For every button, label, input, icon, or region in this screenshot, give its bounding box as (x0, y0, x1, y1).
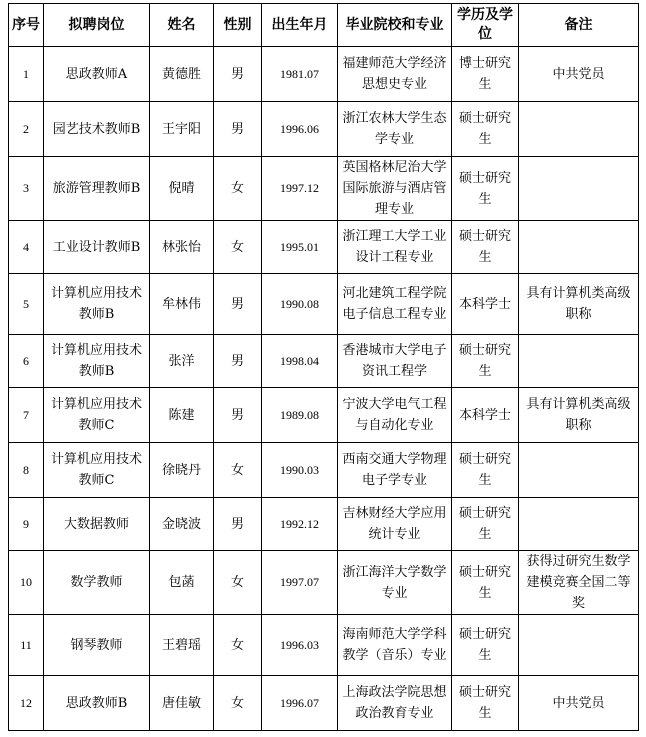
cell-school: 浙江海洋大学数学专业 (338, 551, 452, 615)
table-body (9, 47, 639, 731)
cell-birth: 1997.12 (262, 157, 338, 221)
cell-school: 英国格林尼治大学国际旅游与酒店管理专业 (338, 157, 452, 221)
cell-school: 吉林财经大学应用统计专业 (338, 498, 452, 551)
cell-degree: 硕士研究生 (452, 221, 519, 274)
table-row (9, 47, 639, 102)
cell-gender: 女 (214, 157, 262, 221)
cell-school: 河北建筑工程学院电子信息工程专业 (338, 274, 452, 335)
cell-note: 获得过研究生数学建模竞赛全国二等奖 (519, 551, 639, 615)
cell-index: 2 (9, 102, 44, 157)
cell-name: 张洋 (150, 335, 214, 388)
table-row (9, 615, 639, 676)
cell-gender: 女 (214, 676, 262, 731)
cell-degree: 本科学士 (452, 388, 519, 443)
cell-position: 计算机应用技术教师C (44, 443, 150, 498)
table-row (9, 676, 639, 731)
table-row (9, 274, 639, 335)
cell-index: 7 (9, 388, 44, 443)
cell-note (519, 615, 639, 676)
cell-name: 陈建 (150, 388, 214, 443)
cell-birth: 1981.07 (262, 47, 338, 102)
header-degree: 学历及学位 (452, 4, 519, 47)
cell-position: 旅游管理教师B (44, 157, 150, 221)
cell-birth: 1990.08 (262, 274, 338, 335)
cell-position: 园艺技术教师B (44, 102, 150, 157)
cell-name: 牟林伟 (150, 274, 214, 335)
cell-birth: 1996.06 (262, 102, 338, 157)
cell-school: 浙江农林大学生态学专业 (338, 102, 452, 157)
cell-gender: 女 (214, 551, 262, 615)
cell-position: 钢琴教师 (44, 615, 150, 676)
cell-gender: 女 (214, 443, 262, 498)
cell-position: 计算机应用技术教师B (44, 335, 150, 388)
cell-note (519, 498, 639, 551)
cell-degree: 硕士研究生 (452, 676, 519, 731)
cell-note: 中共党员 (519, 47, 639, 102)
cell-index: 9 (9, 498, 44, 551)
cell-index: 11 (9, 615, 44, 676)
cell-gender: 男 (214, 388, 262, 443)
cell-index: 5 (9, 274, 44, 335)
cell-name: 倪晴 (150, 157, 214, 221)
cell-index: 10 (9, 551, 44, 615)
cell-name: 包菡 (150, 551, 214, 615)
cell-degree: 硕士研究生 (452, 443, 519, 498)
cell-note (519, 157, 639, 221)
cell-name: 金晓波 (150, 498, 214, 551)
cell-school: 宁波大学电气工程与自动化专业 (338, 388, 452, 443)
cell-degree: 硕士研究生 (452, 102, 519, 157)
cell-school: 香港城市大学电子资讯工程学 (338, 335, 452, 388)
cell-degree: 硕士研究生 (452, 551, 519, 615)
cell-gender: 女 (214, 221, 262, 274)
cell-birth: 1990.03 (262, 443, 338, 498)
cell-birth: 1998.04 (262, 335, 338, 388)
cell-note (519, 443, 639, 498)
cell-degree: 硕士研究生 (452, 157, 519, 221)
cell-position: 工业设计教师B (44, 221, 150, 274)
cell-index: 6 (9, 335, 44, 388)
table-row (9, 443, 639, 498)
cell-position: 思政教师A (44, 47, 150, 102)
header-birth: 出生年月 (262, 4, 338, 47)
cell-school: 上海政法学院思想政治教育专业 (338, 676, 452, 731)
table-row (9, 551, 639, 615)
cell-note (519, 335, 639, 388)
cell-note: 中共党员 (519, 676, 639, 731)
cell-position: 大数据教师 (44, 498, 150, 551)
header-note: 备注 (519, 4, 639, 47)
cell-gender: 男 (214, 47, 262, 102)
cell-index: 4 (9, 221, 44, 274)
cell-birth: 1989.08 (262, 388, 338, 443)
cell-school: 浙江理工大学工业设计工程专业 (338, 221, 452, 274)
table-row (9, 157, 639, 221)
cell-index: 3 (9, 157, 44, 221)
table-row (9, 221, 639, 274)
cell-degree: 硕士研究生 (452, 615, 519, 676)
cell-position: 计算机应用技术教师C (44, 388, 150, 443)
cell-school: 西南交通大学物理电子学专业 (338, 443, 452, 498)
cell-degree: 本科学士 (452, 274, 519, 335)
cell-birth: 1996.07 (262, 676, 338, 731)
cell-name: 徐晓丹 (150, 443, 214, 498)
cell-name: 唐佳敏 (150, 676, 214, 731)
header-row (9, 4, 639, 47)
header-index: 序号 (9, 4, 44, 47)
header-position: 拟聘岗位 (44, 4, 150, 47)
cell-name: 王宇阳 (150, 102, 214, 157)
header-name: 姓名 (150, 4, 214, 47)
table-row (9, 388, 639, 443)
cell-note: 具有计算机类高级职称 (519, 388, 639, 443)
cell-position: 思政教师B (44, 676, 150, 731)
table-row (9, 335, 639, 388)
cell-index: 1 (9, 47, 44, 102)
header-school: 毕业院校和专业 (338, 4, 452, 47)
cell-birth: 1997.07 (262, 551, 338, 615)
cell-degree: 硕士研究生 (452, 335, 519, 388)
cell-index: 12 (9, 676, 44, 731)
cell-gender: 男 (214, 274, 262, 335)
cell-birth: 1996.03 (262, 615, 338, 676)
cell-note (519, 221, 639, 274)
cell-name: 王碧瑶 (150, 615, 214, 676)
cell-note (519, 102, 639, 157)
table-row (9, 102, 639, 157)
cell-position: 计算机应用技术教师B (44, 274, 150, 335)
cell-birth: 1992.12 (262, 498, 338, 551)
cell-school: 福建师范大学经济思想史专业 (338, 47, 452, 102)
cell-degree: 博士研究生 (452, 47, 519, 102)
cell-position: 数学教师 (44, 551, 150, 615)
cell-index: 8 (9, 443, 44, 498)
cell-name: 林张怡 (150, 221, 214, 274)
cell-gender: 男 (214, 335, 262, 388)
cell-gender: 男 (214, 498, 262, 551)
header-gender: 性别 (214, 4, 262, 47)
cell-note: 具有计算机类高级职称 (519, 274, 639, 335)
cell-school: 海南师范大学学科教学（音乐）专业 (338, 615, 452, 676)
cell-degree: 硕士研究生 (452, 498, 519, 551)
cell-name: 黄德胜 (150, 47, 214, 102)
table-row (9, 498, 639, 551)
cell-gender: 女 (214, 615, 262, 676)
hiring-table (8, 3, 639, 731)
cell-gender: 男 (214, 102, 262, 157)
cell-birth: 1995.01 (262, 221, 338, 274)
